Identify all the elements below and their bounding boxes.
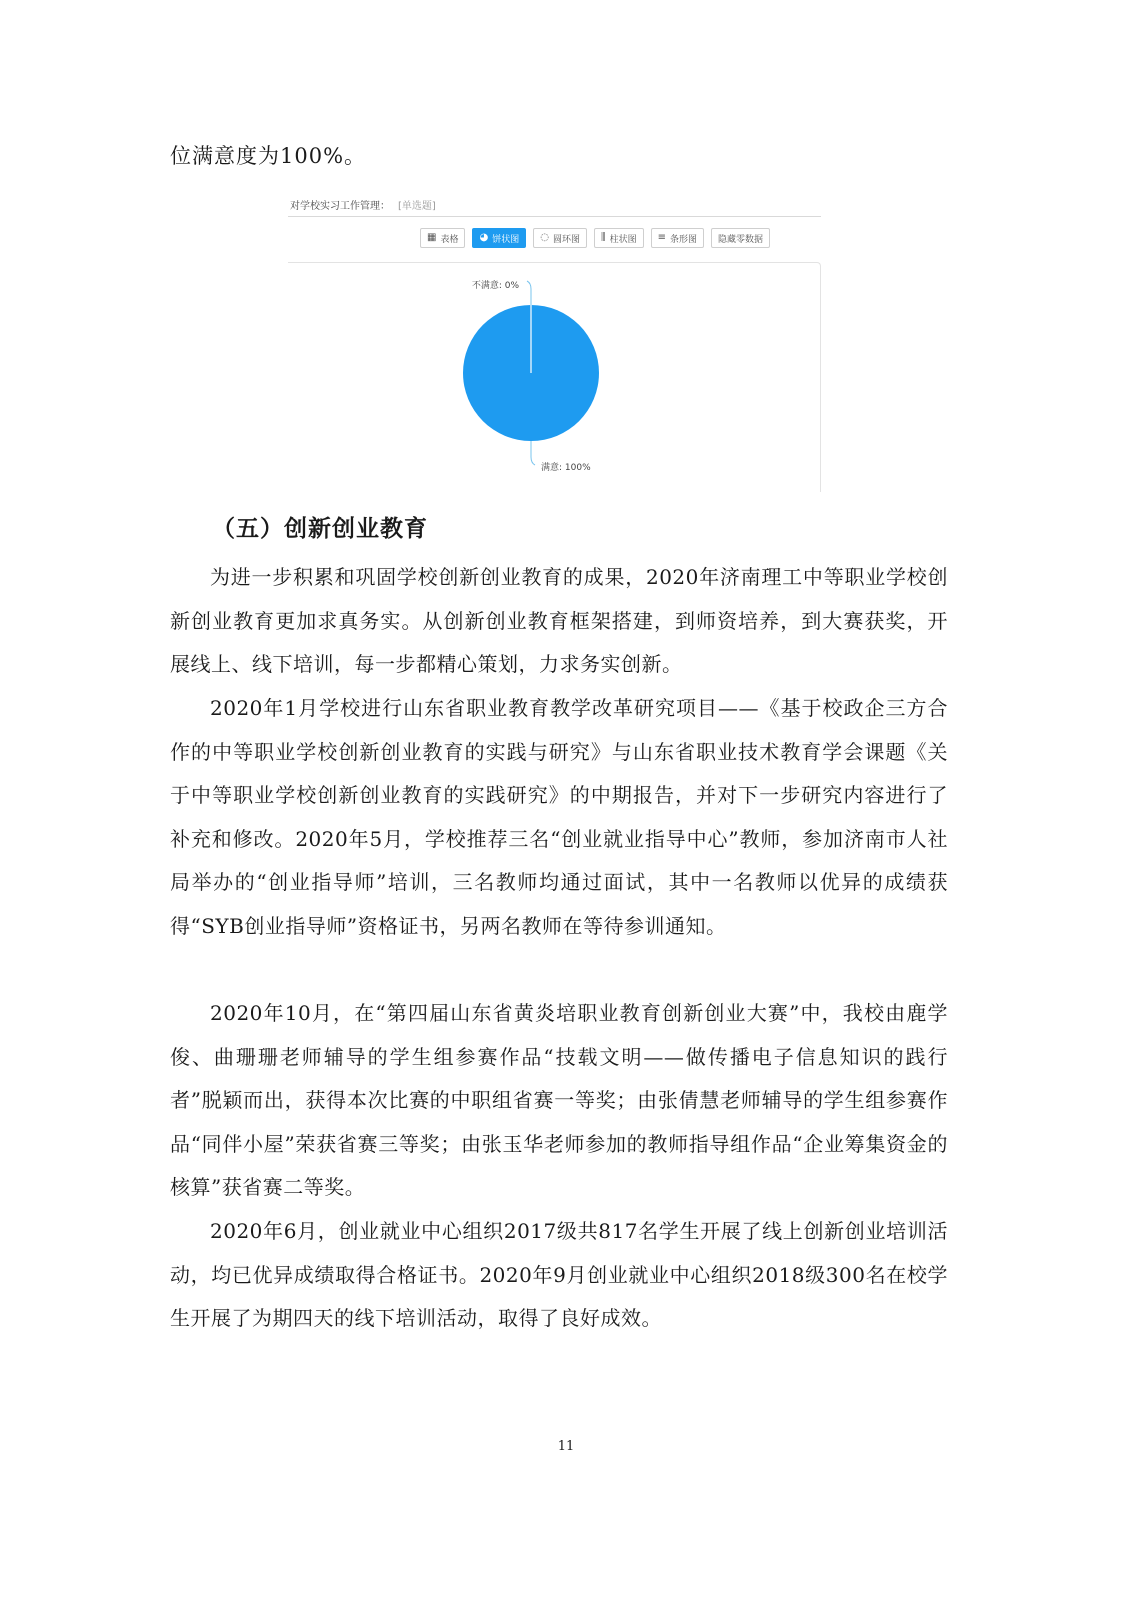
pie-chart — [288, 263, 821, 493]
donut-chart-icon: ◌ — [540, 232, 549, 243]
table-icon: ▦ — [427, 232, 437, 243]
donut-chart-button[interactable] — [533, 228, 587, 248]
pie-label-dissatisfied: 不满意: 0% — [471, 281, 519, 291]
pie-chart-button[interactable] — [472, 228, 526, 248]
hide-zero-data-label: 隐藏零数据 — [718, 234, 764, 245]
divider — [288, 216, 821, 217]
survey-chart-panel — [288, 192, 823, 492]
paragraph-2: 2020年1月学校进行山东省职业教育教学改革研究项目——《基于校政企三方合作的中等职业学校创新创业教育的实践与研究》与山东省职业技术教育学会课题《关于中等职业学校创新创业教育的实践研究》的中期报告，并对下一步研究内容进行了补充和修改。2020年5月，学校推荐三名“创业就业指导中心”教师，参加济南市人社局举办的“创业指导师”培训，三名教师均通过面试，其中一名教师以优异的成绩获得“SYB创业指导师”资格证书，另两名教师在等待参训通知。 — [170, 696, 948, 938]
hide-zero-data-button[interactable] — [711, 228, 770, 248]
paragraph-4: 2020年6月，创业就业中心组织2017级共817名学生开展了线上创新创业培训活动，均已优异成绩取得合格证书。2020年9月创业就业中心组织2018级300名在校学生开展了为期四天的线下培训活动，取得了良好成效。 — [170, 1219, 948, 1331]
chart-type-toolbar — [420, 228, 770, 248]
dissatisfied-label-leader — [527, 281, 531, 305]
survey-question — [290, 197, 436, 212]
table-view-label: 表格 — [440, 234, 459, 245]
bar-chart-icon: ⫼ — [600, 232, 606, 243]
survey-question-type: [单选题] — [398, 201, 436, 212]
bar-chart-label: 柱状图 — [609, 234, 637, 245]
pie-chart-label: 饼状图 — [492, 234, 520, 245]
section-heading: （五）创新创业教育 — [212, 516, 428, 542]
horizontal-bar-chart-icon: ≡ — [657, 232, 666, 243]
horizontal-bar-chart-label: 条形图 — [669, 234, 697, 245]
satisfied-label-leader — [531, 441, 535, 465]
pie-chart-area — [288, 262, 821, 492]
horizontal-bar-chart-button[interactable] — [651, 228, 704, 248]
paragraph-1: 为进一步积累和巩固学校创新创业教育的成果，2020年济南理工中等职业学校创新创业教育更加求真务实。从创新创业教育框架搭建，到师资培养，到大赛获奖，开展线上、线下培训，每一步都精心策划，力求务实创新。 — [170, 565, 948, 677]
page-number: 11 — [557, 1439, 575, 1454]
pie-chart-icon: ◕ — [479, 232, 489, 243]
lead-text: 位满意度为100%。 — [170, 144, 367, 168]
pie-label-satisfied: 满意: 100% — [541, 463, 591, 473]
table-view-button[interactable] — [420, 228, 465, 248]
paragraph-3: 2020年10月，在“第四届山东省黄炎培职业教育创新创业大赛”中，我校由鹿学俊、曲珊珊老师辅导的学生组参赛作品“技载文明——做传播电子信息知识的践行者”脱颖而出，获得本次比赛的中职组省赛一等奖；由张倩慧老师辅导的学生组参赛作品“同伴小屋”荣获省赛三等奖；由张玉华老师参加的教师指导组作品“企业筹集资金的核算”获省赛二等奖。 — [170, 1001, 948, 1200]
survey-question-text: 对学校实习工作管理： — [290, 201, 390, 212]
bar-chart-button[interactable] — [594, 228, 644, 248]
donut-chart-label: 圆环图 — [552, 234, 580, 245]
